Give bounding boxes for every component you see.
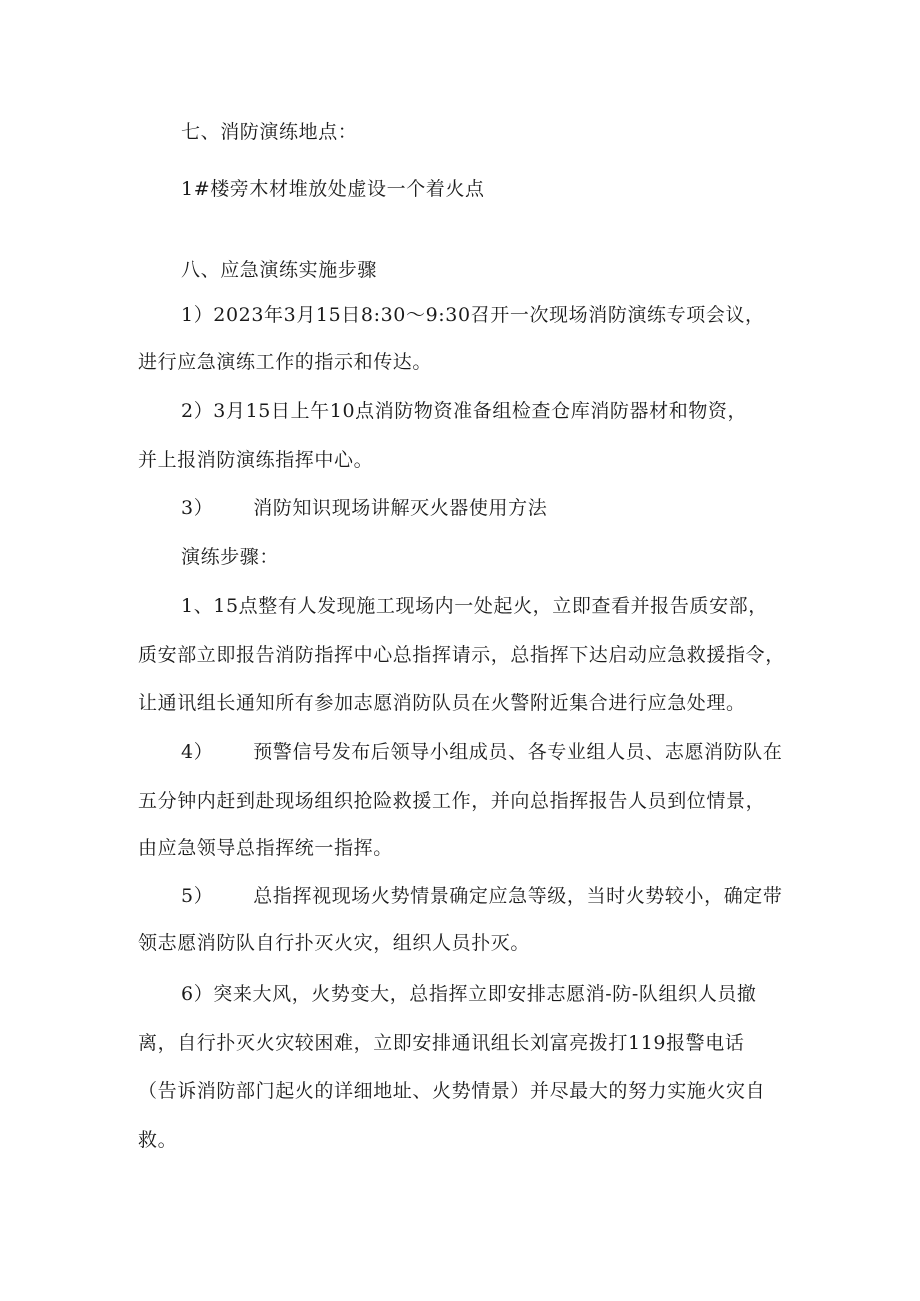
step1-line2: 进行应急演练工作的指示和传达。: [138, 351, 433, 373]
step5-line2: 领志愿消防队自行扑灭火灾，组织人员扑灭。: [138, 932, 531, 954]
step2-line1: 2）3月15日上午10点消防物资准备组检查仓库消防器材和物资，: [181, 400, 748, 422]
drill1-line2: 质安部立即报告消防指挥中心总指挥请示，总指挥下达启动应急救援指令，: [138, 644, 785, 666]
step5-number: 5）: [181, 885, 214, 907]
step1-line1: 1）2023年3月15日8:30～9:30召开一次现场消防演练专项会议，: [181, 304, 765, 326]
step6-line4: 救。: [138, 1129, 178, 1151]
step3-line: [181, 496, 547, 520]
step6-line2: 离，自行扑灭火灾较困难，立即安排通讯组长刘富亮拨打119报警电话: [138, 1032, 745, 1054]
step4-line3: 由应急领导总指挥统一指挥。: [138, 837, 393, 859]
section7-heading: 七、消防演练地点：: [181, 121, 358, 143]
drill-steps-heading: 演练步骤：: [181, 546, 280, 568]
step2-line2: 并上报消防演练指挥中心。: [138, 449, 374, 471]
step3-text: 消防知识现场讲解灭火器使用方法: [253, 497, 548, 519]
step4-text: 预警信号发布后领导小组成员、各专业组人员、志愿消防队在: [253, 741, 783, 763]
drill1-line1: 1、15点整有人发现施工现场内一处起火，立即查看并报告质安部，: [181, 595, 768, 617]
step4-line2: 五分钟内赶到赴现场组织抢险救援工作，并向总指挥报告人员到位情景，: [138, 790, 766, 812]
section8-heading: 八、应急演练实施步骤: [181, 259, 378, 281]
step5-text: 总指挥视现场火势情景确定应急等级，当时火势较小，确定带: [253, 885, 783, 907]
drill1-line3: 让通讯组长通知所有参加志愿消防队员在火警附近集合进行应急处理。: [138, 692, 746, 714]
step6-line1: 6）突来大风，火势变大，总指挥立即安排志愿消-防-队组织人员撤: [181, 983, 757, 1005]
step4-line1: [181, 740, 783, 764]
step3-number: 3）: [181, 497, 214, 519]
step5-line1: [181, 884, 783, 908]
section7-text: 1#楼旁木材堆放处虚设一个着火点: [181, 178, 485, 200]
step4-number: 4）: [181, 741, 214, 763]
step6-line3: （告诉消防部门起火的详细地址、火势情景）并尽最大的努力实施火灾自: [138, 1080, 766, 1102]
